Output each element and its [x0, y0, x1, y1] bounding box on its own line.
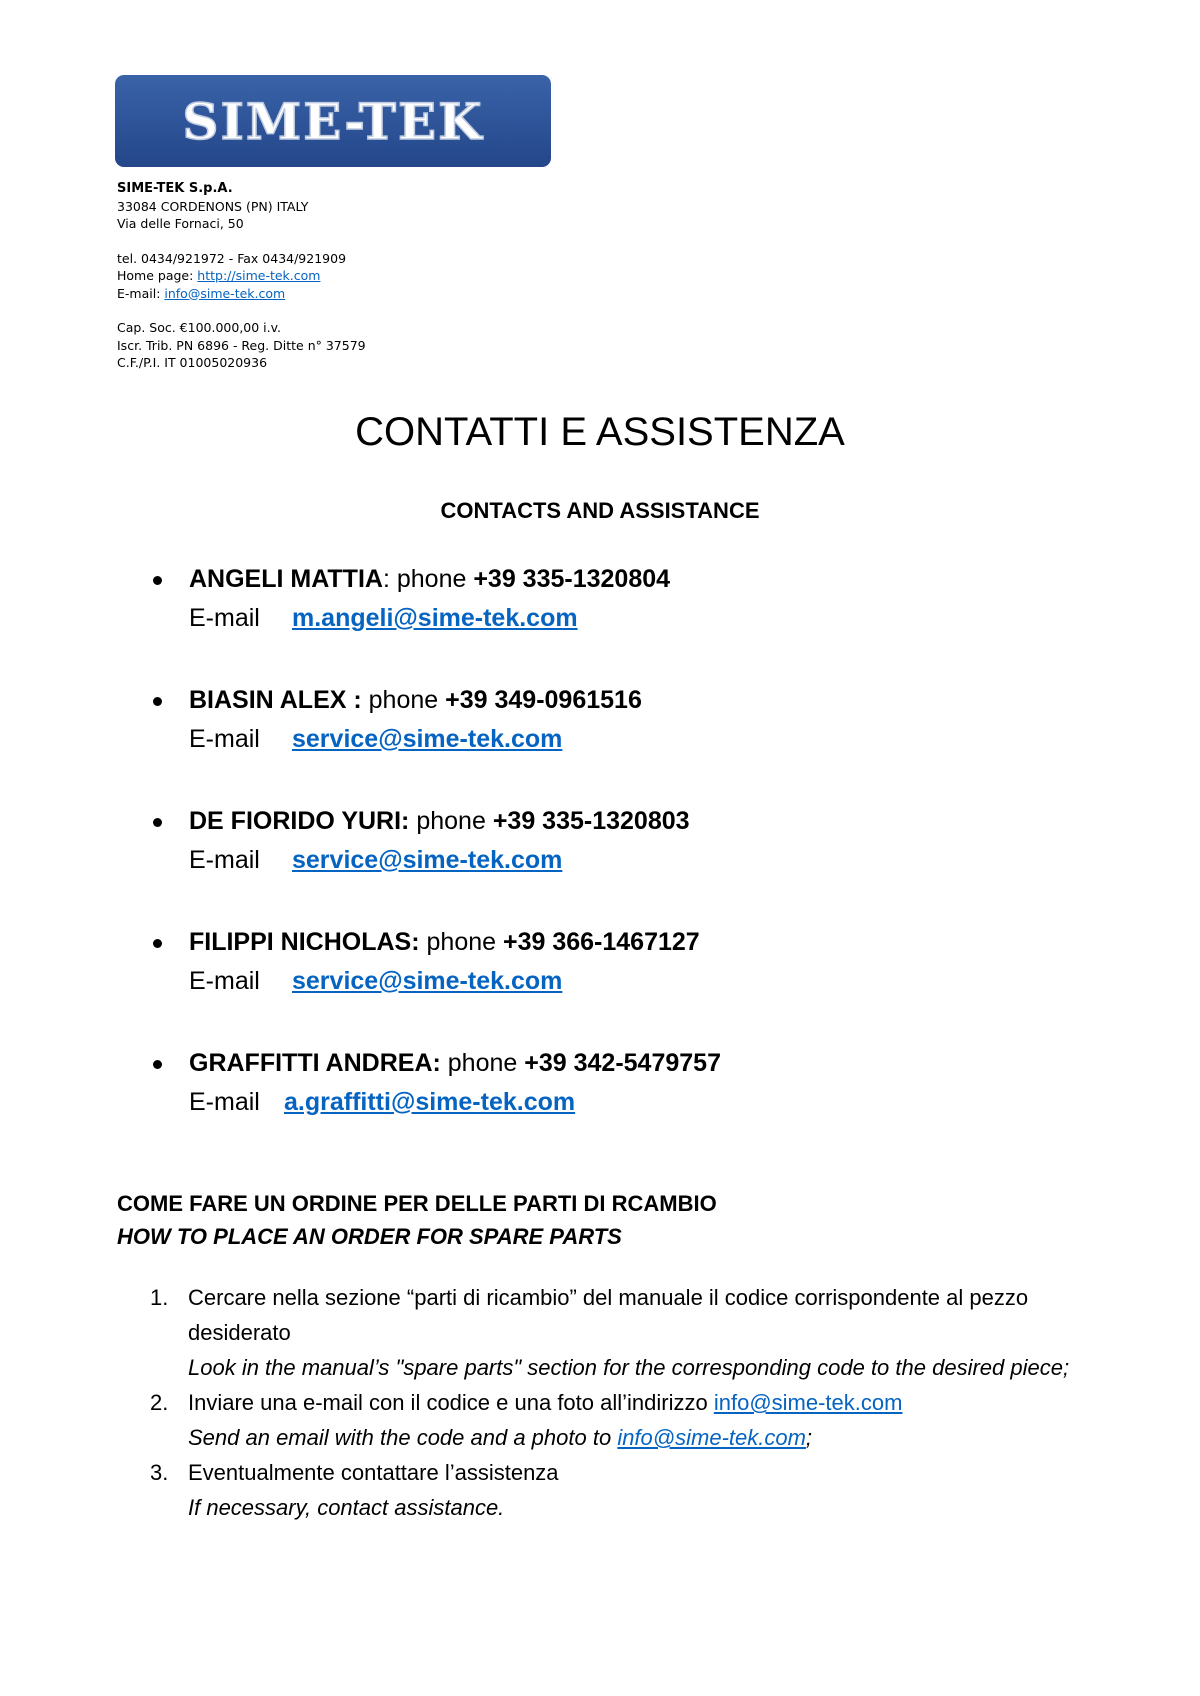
contact-phone: +39 335-1320804 [473, 565, 671, 593]
contact-email-link[interactable]: m.angeli@sime-tek.com [292, 604, 578, 632]
contact-item [148, 923, 1148, 1044]
step-text-en: Look in the manual’s "spare parts" section for the corresponding code to the desired piece; [188, 1355, 1070, 1380]
company-capital: Cap. Soc. €100.000,00 i.v. [117, 320, 282, 335]
bullet-icon [153, 939, 162, 948]
logo-text: SIME-TEK [182, 92, 484, 151]
contact-phone-label: phone [361, 686, 446, 714]
step-text-it: Eventualmente contattare l’assistenza [188, 1460, 559, 1485]
step-text-it: Inviare una e-mail con il codice e una foto all’indirizzo [188, 1390, 714, 1415]
contact-email-label: E-mail [189, 846, 260, 874]
order-step [150, 1385, 1100, 1455]
step-text-it: Cercare nella sezione “parti di ricambio” del manuale il codice corrispondente al pezzo desiderato [188, 1285, 1029, 1345]
contact-name: FILIPPI NICHOLAS: [189, 928, 420, 956]
company-email [117, 285, 366, 303]
bullet-icon [153, 576, 162, 585]
step-text-end: ; [805, 1425, 813, 1450]
bullet-icon [153, 697, 162, 706]
contact-list [148, 560, 1148, 1165]
company-email-link[interactable]: info@sime-tek.com [164, 285, 286, 301]
company-street: Via delle Fornaci, 50 [117, 216, 244, 231]
step-email-link[interactable]: info@sime-tek.com [713, 1390, 903, 1415]
contact-email-link[interactable]: service@sime-tek.com [292, 967, 563, 995]
home-label: Home page: [117, 268, 198, 283]
contact-email-link[interactable]: a.graffitti@sime-tek.com [284, 1088, 576, 1116]
contact-email-link[interactable]: service@sime-tek.com [292, 846, 563, 874]
company-tel: tel. 0434/921972 - Fax 0434/921909 [117, 250, 347, 266]
contact-phone-label: phone [409, 807, 493, 835]
order-section-subtitle: HOW TO PLACE AN ORDER FOR SPARE PARTS [117, 1224, 622, 1249]
contact-email-label: E-mail [189, 1088, 260, 1116]
order-steps [150, 1280, 1100, 1525]
step-number: 3. [150, 1460, 169, 1485]
step-text-en: If necessary, contact assistance. [188, 1495, 505, 1520]
page-title: CONTATTI E ASSISTENZA [355, 410, 845, 454]
contact-email-link[interactable]: service@sime-tek.com [292, 725, 563, 753]
contact-item [148, 560, 1148, 681]
company-home [117, 267, 366, 285]
contact-phone: +39 366-1467127 [502, 928, 700, 956]
contact-item [148, 1044, 1148, 1165]
contact-phone: +39 335-1320803 [492, 807, 690, 835]
contact-phone-label: : phone [382, 565, 474, 593]
page-subtitle: CONTACTS AND ASSISTANCE [440, 498, 760, 523]
order-step [150, 1455, 1100, 1525]
contact-phone: +39 342-5479757 [524, 1049, 721, 1077]
contact-name: GRAFFITTI ANDREA: [189, 1049, 441, 1077]
step-text-en: Send an email with the code and a photo to [188, 1425, 618, 1450]
company-name: SIME-TEK S.p.A. [117, 181, 233, 196]
email-label: E-mail: [117, 285, 165, 301]
company-register: Iscr. Trib. PN 6896 - Reg. Ditte n° 37579 [117, 337, 366, 353]
contact-email-label: E-mail [189, 967, 260, 995]
company-logo [115, 75, 551, 167]
contact-name: DE FIORIDO YURI: [189, 807, 410, 835]
bullet-icon [153, 1060, 162, 1069]
contact-email-label: E-mail [189, 604, 260, 632]
contact-name: BIASIN ALEX : [189, 686, 362, 714]
company-city: 33084 CORDENONS (PN) ITALY [117, 198, 309, 214]
bullet-icon [153, 818, 162, 827]
company-vat: C.F./P.I. IT 01005020936 [117, 355, 268, 370]
contact-item [148, 681, 1148, 802]
order-section-title: COME FARE UN ORDINE PER DELLE PARTI DI RCAMBIO [117, 1191, 717, 1216]
home-link[interactable]: http://sime-tek.com [197, 268, 321, 283]
order-step [150, 1280, 1100, 1385]
contact-name: ANGELI MATTIA [189, 565, 383, 593]
contact-phone: +39 349-0961516 [445, 686, 642, 714]
contact-email-label: E-mail [189, 725, 260, 753]
company-info [117, 180, 366, 372]
contact-phone-label: phone [419, 928, 503, 956]
step-number: 1. [150, 1285, 169, 1310]
step-number: 2. [150, 1390, 169, 1415]
contact-phone-label: phone [440, 1049, 525, 1077]
step-email-link[interactable]: info@sime-tek.com [617, 1425, 806, 1450]
contact-item [148, 802, 1148, 923]
